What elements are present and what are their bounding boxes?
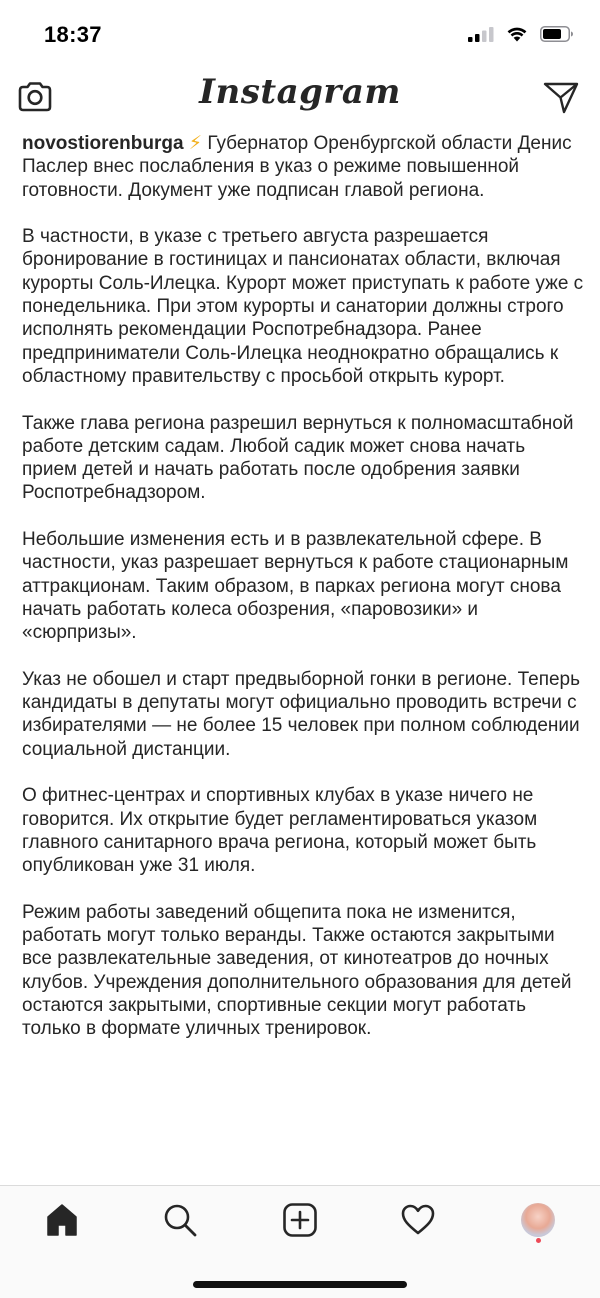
caption-paragraph: Указ не обошел и старт предвыборной гонки в регионе. Теперь кандидаты в депутаты могут официально проводить встречи с избирателями — не более 15 человек при полном соблюдении социальной дистанции. — [22, 668, 581, 760]
caption-username[interactable]: novostiorenburga — [22, 133, 184, 154]
app-header — [0, 70, 600, 130]
nav-home[interactable] — [42, 1200, 82, 1240]
new-post-icon[interactable] — [282, 1202, 318, 1238]
nav-new-post[interactable] — [280, 1200, 320, 1240]
battery-icon — [540, 26, 574, 42]
status-icons — [468, 26, 574, 42]
signal-icon — [468, 26, 494, 42]
search-icon[interactable] — [162, 1202, 198, 1238]
nav-search[interactable] — [160, 1200, 200, 1240]
bottom-nav — [0, 1185, 600, 1298]
caption-paragraph: Также глава региона разрешил вернуться к полномасштабной работе детским садам. Любой садик может снова начать прием детей и начать работать после одобрения заявки Роспотребнадзором. — [22, 412, 574, 504]
caption-paragraph: Режим работы заведений общепита пока не изменится, работать могут только веранды. Также остаются закрытыми все развлекательные заведения, от кинотеатров до ночных клубов. Учреждения дополнительного образования для детей остаются закрытыми, спортивные секции могут работать только в формате уличных тренировок. — [22, 901, 572, 1040]
caption-paragraph: Небольшие изменения есть и в развлекательной сфере. В частности, указ разрешает вернуться к работе стационарным аттракционам. Таким образом, в парках региона могут снова начать работать колеса обозрения, «паровозики» и «сюрпризы». — [22, 529, 569, 644]
caption-paragraph: В частности, в указе с третьего августа разрешается бронирование в гостиницах и пансионатах области, включая курорты Соль-Илецка. Курорт может приступать к работе уже с понедельника. При этом курорты и санатории должны строго исполнять рекомендации Роспотребнадзора. Ранее предприниматели Соль-Илецка неоднократно обращались к областному правительству с просьбой открыть курорт. — [22, 226, 584, 387]
lightning-icon: ⚡ — [188, 133, 203, 154]
wifi-icon — [506, 26, 528, 42]
instagram-logo[interactable]: Instagram — [199, 72, 401, 112]
caption-text: Губернатор Оренбургской области Денис Паслер внес послабления в указ о режиме повышенной готовности. Документ уже подписан главой региона. — [22, 133, 572, 201]
status-time: 18:37 — [44, 22, 102, 47]
profile-avatar[interactable] — [521, 1203, 555, 1237]
home-indicator[interactable] — [193, 1281, 407, 1288]
direct-message-icon[interactable] — [542, 78, 580, 116]
post-caption — [22, 132, 584, 1182]
notification-dot — [536, 1238, 541, 1243]
nav-profile[interactable] — [518, 1200, 558, 1240]
home-icon[interactable] — [44, 1202, 80, 1238]
caption-paragraph: О фитнес-центрах и спортивных клубах в указе ничего не говорится. Их открытие будет регламентироваться указом главного санитарного врача региона, который может быть опубликован уже 31 июля. — [22, 785, 538, 877]
nav-activity[interactable] — [398, 1200, 438, 1240]
caption-paragraph — [22, 132, 584, 202]
activity-heart-icon[interactable] — [400, 1202, 436, 1238]
status-bar — [0, 0, 600, 70]
